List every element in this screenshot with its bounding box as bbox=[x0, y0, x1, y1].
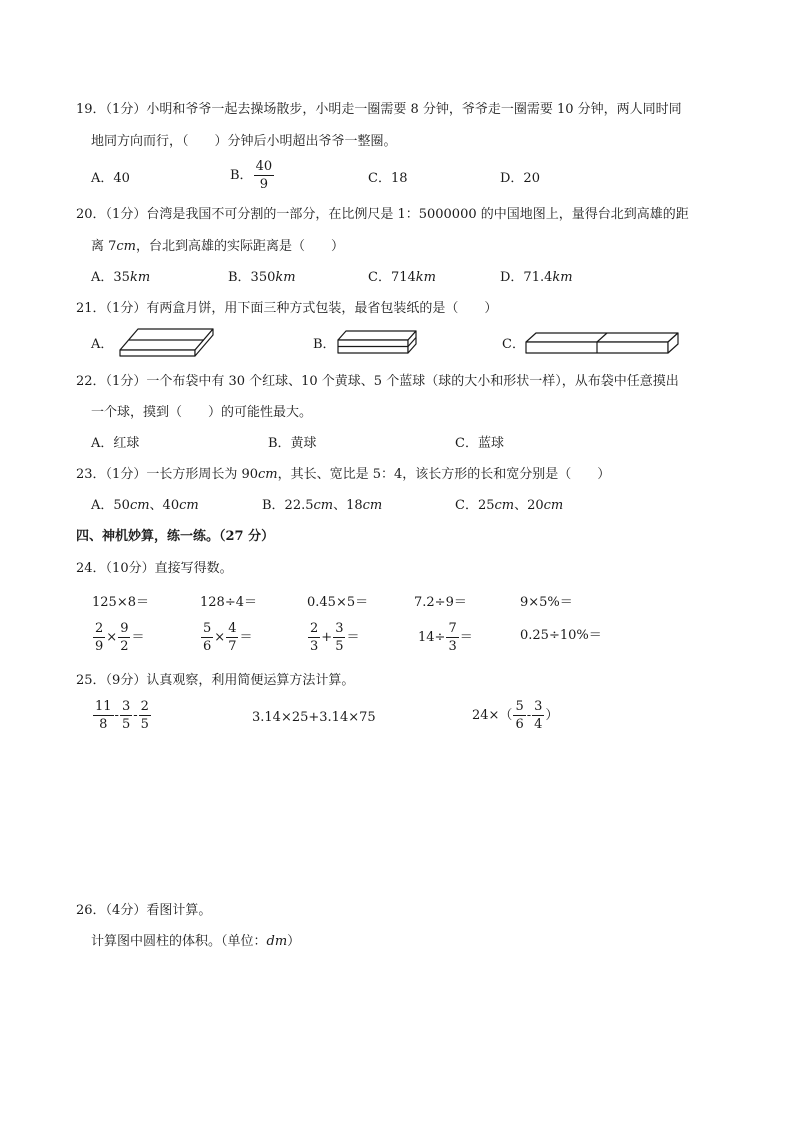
q20-option-d-value: D．71.4 bbox=[500, 270, 553, 285]
q25-e1-denominator3: 5 bbox=[140, 717, 149, 732]
q25-e3-fraction2 bbox=[532, 700, 544, 731]
q24-e2-operator: × bbox=[214, 630, 226, 645]
q20-option-a bbox=[91, 271, 150, 284]
q22-line2: 一个球，摸到（ ）的可能性最大。 bbox=[91, 405, 313, 420]
q20-option-c-unit: km bbox=[415, 270, 436, 285]
q25-e1-denominator2: 5 bbox=[121, 717, 131, 732]
q25-e3-operator: - bbox=[526, 708, 532, 723]
q24-e1-fraction1 bbox=[93, 622, 105, 653]
q19-option-b-numerator: 40 bbox=[255, 159, 273, 174]
q24-e2-fraction1 bbox=[201, 622, 213, 653]
q24-e3-denominator2: 5 bbox=[335, 639, 344, 654]
q26-title: 26．（4分）看图计算。 bbox=[76, 903, 212, 918]
q25-e1-fraction3 bbox=[139, 700, 151, 731]
q25-e1-operator2: - bbox=[133, 708, 138, 723]
q23-option-a-unit2: cm bbox=[179, 498, 199, 513]
q25-e1 bbox=[92, 700, 152, 731]
q23-option-c-unit2: cm bbox=[543, 498, 564, 513]
q23-option-c-value1: C．25 bbox=[455, 498, 495, 513]
q20-line2-pre: 离 7 bbox=[91, 239, 117, 254]
q24-e2-equals: ＝ bbox=[239, 630, 253, 645]
q25-e3-numerator1: 5 bbox=[515, 699, 524, 714]
q24-e2-denominator1: 6 bbox=[203, 639, 212, 654]
q24-e1-denominator2: 2 bbox=[120, 639, 129, 654]
q25-e1-denominator1: 8 bbox=[99, 717, 108, 732]
q24-e1-equals: ＝ bbox=[131, 630, 145, 645]
q25-e1-fraction2 bbox=[120, 700, 132, 731]
q25-e1-operator1: - bbox=[114, 708, 119, 723]
q21-box-a-image bbox=[118, 326, 216, 358]
q26-line-post: ） bbox=[287, 934, 301, 949]
q24-e2-numerator1: 5 bbox=[203, 621, 212, 636]
q23-line1 bbox=[76, 468, 610, 481]
q20-line2-unit: cm bbox=[116, 239, 137, 254]
q24-e4-fraction bbox=[446, 622, 458, 653]
q24-e2-denominator2: 7 bbox=[228, 639, 237, 654]
q21-option-c: C． bbox=[502, 337, 525, 352]
q22-option-b: B．黄球 bbox=[268, 436, 317, 451]
q24-e3-numerator1: 2 bbox=[310, 621, 319, 636]
q20-option-d bbox=[500, 271, 573, 284]
q25-e3-denominator2: 4 bbox=[534, 717, 543, 732]
q23-line1-unit: cm bbox=[258, 467, 278, 482]
q24-e1-operator: × bbox=[106, 630, 118, 645]
q24-r2-e2 bbox=[200, 622, 252, 653]
q25-e3-prefix: 24×（ bbox=[472, 708, 513, 723]
q22-option-a: A．红球 bbox=[91, 436, 140, 451]
q24-r2-e4 bbox=[418, 622, 473, 653]
q24-e4-prefix: 14÷ bbox=[418, 630, 446, 645]
q24-e4-denominator: 3 bbox=[448, 639, 457, 654]
q25-e1-numerator2: 3 bbox=[121, 699, 131, 714]
q24-e4-equals: ＝ bbox=[459, 630, 473, 645]
q20-option-b bbox=[228, 271, 296, 284]
q23-option-b-unit1: cm bbox=[313, 498, 334, 513]
q23-option-b-value1: B．22.5 bbox=[262, 498, 314, 513]
q24-e3-equals: ＝ bbox=[346, 630, 360, 645]
q24-e3-numerator2: 3 bbox=[335, 621, 344, 636]
q20-option-d-unit: km bbox=[552, 270, 573, 285]
q24-r1-c3: 0.45×5＝ bbox=[307, 595, 369, 610]
q24-e1-numerator2: 9 bbox=[120, 621, 129, 636]
q19-option-b-label: B． bbox=[230, 168, 253, 183]
q23-option-c-value2: 、20 bbox=[514, 498, 544, 513]
q21-line1: 21．（1分）有两盒月饼，用下面三种方式包装，最省包装纸的是（ ） bbox=[76, 301, 498, 316]
q24-e3-denominator1: 3 bbox=[310, 639, 319, 654]
q24-e3-operator: + bbox=[321, 630, 333, 645]
q24-e1-denominator1: 9 bbox=[95, 639, 104, 654]
q23-option-a-value1: A．50 bbox=[91, 498, 130, 513]
q20-line2 bbox=[91, 240, 344, 253]
q20-option-b-value: B．350 bbox=[228, 270, 276, 285]
q25-e1-numerator3: 2 bbox=[140, 699, 149, 714]
q21-option-b: B． bbox=[313, 337, 336, 352]
q19-line2: 地同方向而行，（ ）分钟后小明超出爷爷一整圈。 bbox=[91, 134, 397, 149]
q25-e1-numerator1: 11 bbox=[95, 699, 112, 714]
q24-r2-e5: 0.25÷10%＝ bbox=[520, 628, 602, 643]
q25-e1-fraction1 bbox=[93, 700, 114, 731]
q21-box-b-image bbox=[336, 328, 418, 356]
q25-e3-numerator2: 3 bbox=[534, 699, 543, 714]
q22-option-c: C．蓝球 bbox=[455, 436, 504, 451]
q24-r1-c1: 125×8＝ bbox=[92, 595, 149, 610]
q21-option-a: A． bbox=[91, 337, 114, 352]
q19-option-b-denominator: 9 bbox=[259, 177, 268, 192]
q25-title: 25．（9分）认真观察，利用简便运算方法计算。 bbox=[76, 673, 355, 688]
q22-line1: 22．（1分）一个布袋中有 30 个红球、10 个黄球、5 个蓝球（球的大小和形状一样），从布袋中任意摸出 bbox=[76, 374, 679, 389]
q24-r2-e1 bbox=[92, 622, 144, 653]
q24-e1-fraction2 bbox=[118, 622, 130, 653]
q23-option-b-value2: 、18 bbox=[333, 498, 363, 513]
q26-line-pre: 计算图中圆柱的体积。（单位： bbox=[91, 934, 267, 949]
q20-option-b-unit: km bbox=[275, 270, 296, 285]
q19-option-b-fraction bbox=[254, 160, 275, 191]
q23-option-a bbox=[91, 499, 199, 512]
q19-option-a: A．40 bbox=[91, 171, 130, 186]
q24-e3-fraction2 bbox=[333, 622, 345, 653]
q23-line1-post: ，其长、宽比是 5：4，该长方形的长和宽分别是（ ） bbox=[277, 467, 611, 482]
q24-title: 24．（10分）直接写得数。 bbox=[76, 561, 233, 576]
q25-e3-fraction1 bbox=[513, 700, 525, 731]
q19-line1: 19．（1分）小明和爷爷一起去操场散步，小明走一圈需要 8 分钟，爷爷走一圈需要 10 分钟，两人同时同 bbox=[76, 102, 682, 117]
q26-line bbox=[91, 935, 300, 948]
q19-option-d: D．20 bbox=[500, 171, 540, 186]
section4-title: 四、神机妙算，练一练。（27 分） bbox=[76, 529, 275, 544]
q24-e3-fraction1 bbox=[308, 622, 320, 653]
q19-option-b bbox=[230, 160, 275, 191]
q23-option-a-unit1: cm bbox=[129, 498, 150, 513]
q20-line2-post: ，台北到高雄的实际距离是（ ） bbox=[136, 239, 345, 254]
q20-option-c-value: C．714 bbox=[368, 270, 416, 285]
q25-e2: 3.14×25+3.14×75 bbox=[252, 710, 376, 725]
q26-line-unit: dm bbox=[266, 934, 288, 949]
q24-r2-e3 bbox=[307, 622, 359, 653]
q23-option-c bbox=[455, 499, 563, 512]
q23-option-b-unit2: cm bbox=[362, 498, 383, 513]
q24-e2-fraction2 bbox=[226, 622, 238, 653]
q24-r1-c4: 7.2÷9＝ bbox=[414, 595, 467, 610]
q25-e3 bbox=[472, 700, 558, 731]
q24-e2-numerator2: 4 bbox=[228, 621, 237, 636]
q24-e1-numerator1: 2 bbox=[95, 621, 104, 636]
q23-option-b bbox=[262, 499, 382, 512]
q25-e3-denominator1: 6 bbox=[515, 717, 524, 732]
q24-e4-numerator: 7 bbox=[448, 621, 457, 636]
q24-r1-c2: 128÷4＝ bbox=[200, 595, 257, 610]
q23-option-c-unit1: cm bbox=[494, 498, 515, 513]
q25-e3-suffix: ） bbox=[545, 708, 559, 723]
q23-option-a-value2: 、40 bbox=[149, 498, 180, 513]
q23-line1-pre: 23．（1分）一长方形周长为 90 bbox=[76, 467, 258, 482]
q20-option-a-value: A．35 bbox=[91, 270, 130, 285]
q20-option-a-unit: km bbox=[129, 270, 151, 285]
q21-box-c-image bbox=[524, 330, 682, 356]
q19-option-c: C．18 bbox=[368, 171, 408, 186]
q20-line1: 20．（1分）台湾是我国不可分割的一部分，在比例尺是 1：5000000 的中国地图上，量得台北到高雄的距 bbox=[76, 207, 689, 222]
q24-r1-c5: 9×5%＝ bbox=[520, 595, 573, 610]
q20-option-c bbox=[368, 271, 436, 284]
